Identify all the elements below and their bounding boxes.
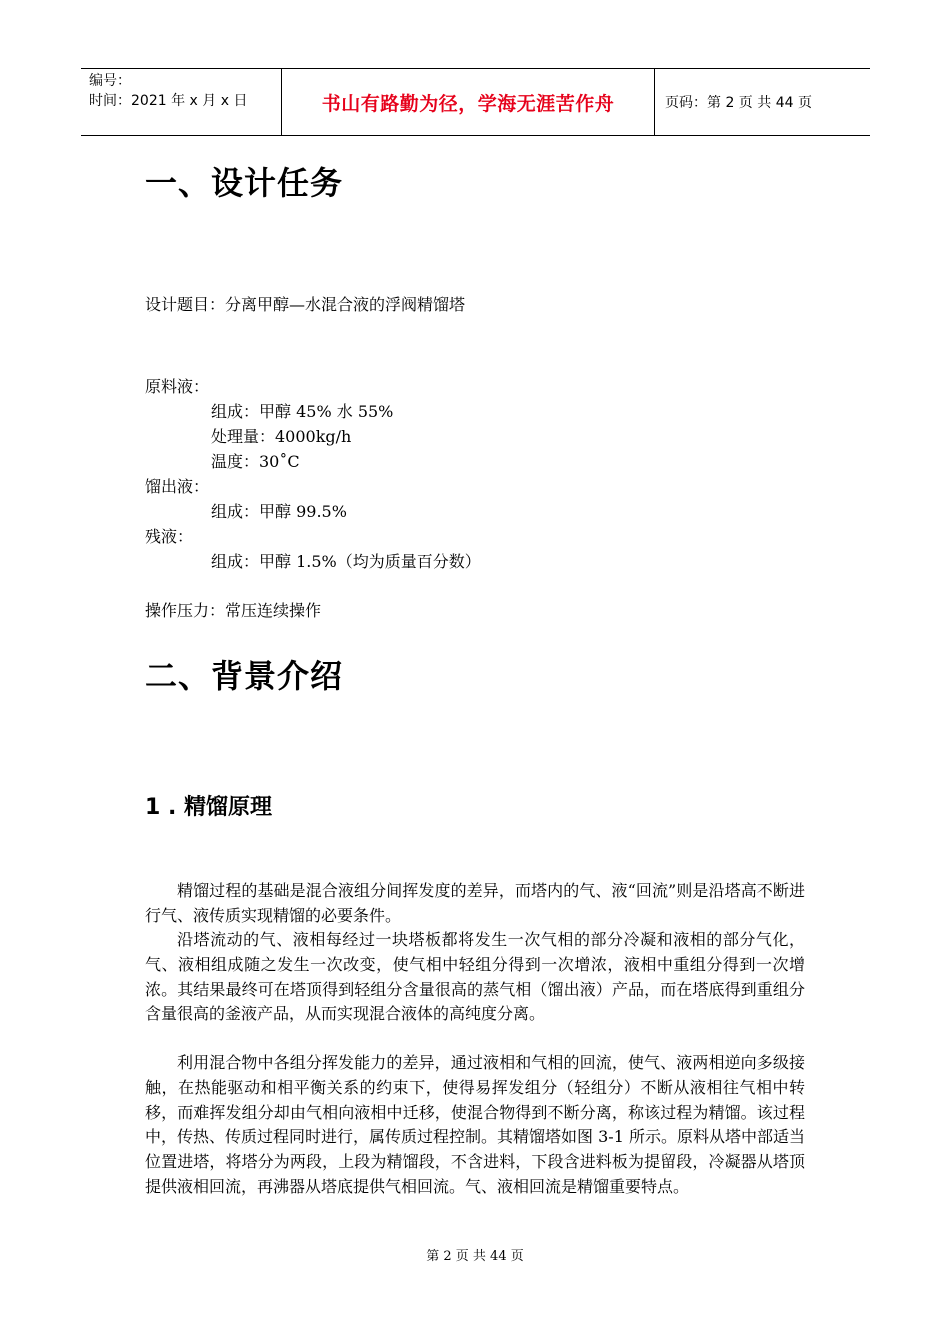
header-table	[81, 68, 870, 136]
residue-label: 残液：	[145, 527, 194, 546]
header-motto-cell	[282, 69, 655, 135]
distillate-label: 馏出液：	[145, 477, 210, 496]
page-info: 页码：第 2 页 共 44 页	[665, 95, 812, 111]
section-title-background: 二、背景介绍	[145, 657, 344, 695]
feed-composition: 组成：甲醇 45% 水 55%	[211, 402, 394, 421]
motto-text: 书山有路勤为径，学海无涯苦作舟	[321, 92, 615, 115]
residue-composition: 组成：甲醇 1.5%（均为质量百分数）	[211, 552, 481, 571]
paragraph: 沿塔流动的气、液相每经过一块塔板都将发生一次气相的部分冷凝和液相的部分气化，气、液相组成随之发生一次改变，使气相中轻组分得到一次增浓，液相中重组分得到一次增浓。其结果最终可在塔顶得到轻组分含量很高的蒸气相（馏出液）产品，而在塔底得到重组分含量很高的釜液产品，从而实现混合液体的高纯度分离。	[145, 930, 805, 1024]
feed-label: 原料液：	[145, 377, 210, 396]
design-topic: 设计题目：分离甲醇—水混合液的浮阀精馏塔	[145, 295, 466, 314]
feed-temperature: 温度：30˚C	[211, 452, 300, 471]
paragraph: 精馏过程的基础是混合液组分间挥发度的差异，而塔内的气、液“回流”则是沿塔高不断进行气、液传质实现精馏的必要条件。	[145, 881, 805, 925]
section-title-design-task: 一、设计任务	[145, 164, 344, 202]
subsection-title-principle: 1 . 精馏原理	[145, 795, 272, 820]
number-label: 编号：	[89, 73, 131, 89]
operating-pressure: 操作压力：常压连续操作	[145, 601, 322, 620]
feed-capacity: 处理量：4000kg/h	[211, 427, 352, 446]
distillate-composition: 组成：甲醇 99.5%	[211, 502, 347, 521]
paragraph: 利用混合物中各组分挥发能力的差异，通过液相和气相的回流，使气、液两相逆向多级接触，在热能驱动和相平衡关系的约束下，使得易挥发组分（轻组分）不断从液相往气相中转移，而难挥发组分却由气相向液相中迁移，使混合物得到不断分离，称该过程为精馏。该过程中，传热、传质过程同时进行，属传质过程控制。其精馏塔如图 3-1 所示。原料从塔中部适当位置进塔，将塔分为两段，上段为精馏段，不含进料，下段含进料板为提留段，冷凝器从塔顶提供液相回流，再沸器从塔底提供气相回流。气、液相回流是精馏重要特点。	[145, 1053, 805, 1196]
time-label: 时间：2021 年 x 月 x 日	[89, 93, 248, 109]
page-footer: 第 2 页 共 44 页	[426, 1249, 524, 1264]
header-page-cell	[655, 69, 870, 135]
header-meta-cell	[81, 69, 282, 135]
